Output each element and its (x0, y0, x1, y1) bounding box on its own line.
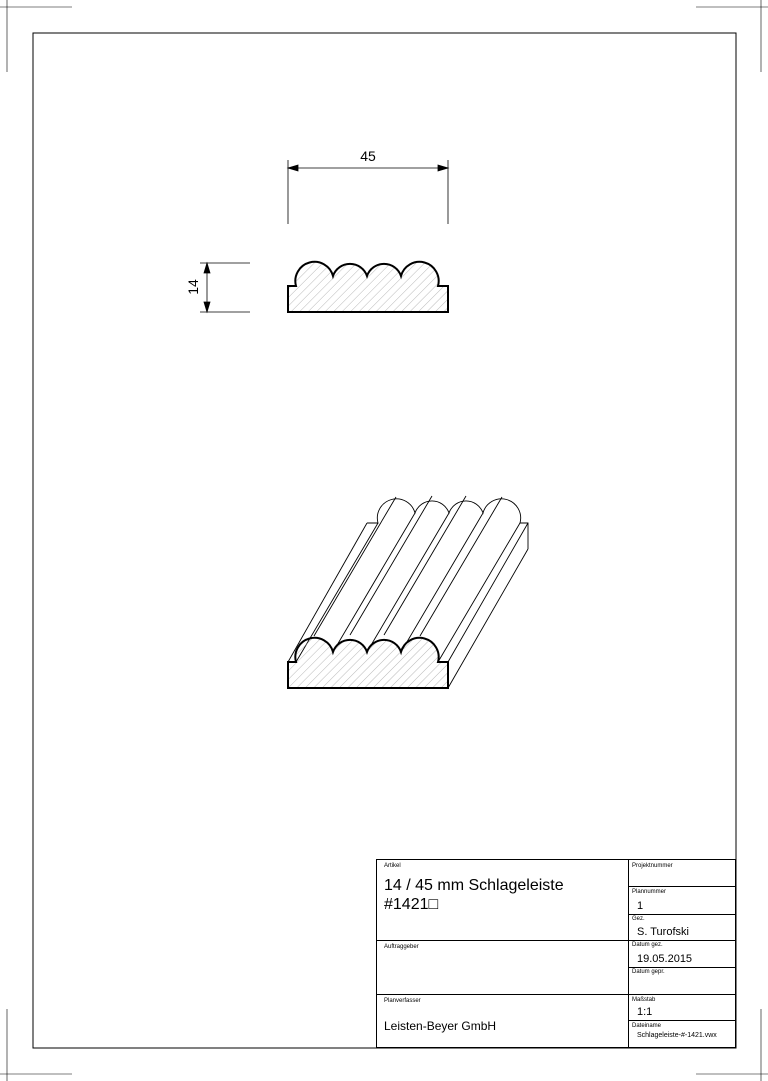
title-block-divider (628, 1020, 735, 1021)
title-block (376, 859, 736, 1048)
planverfasser-label: Planverfasser (384, 998, 421, 1004)
title-block-divider (628, 860, 629, 1047)
isometric-front-section (288, 638, 448, 688)
title-block-divider (628, 886, 735, 887)
projektnummer-label: Projektnummer (632, 863, 673, 869)
massstab-label: Maßstab (632, 997, 656, 1003)
profile-section (288, 262, 448, 312)
title-block-divider (628, 940, 735, 941)
artikel-line2: #1421□ (384, 896, 439, 913)
dimension-width-label: 45 (360, 148, 376, 164)
planverfasser-value: Leisten-Beyer GmbH (384, 1019, 497, 1033)
artikel-line1: 14 / 45 mm Schlageleiste (384, 877, 564, 894)
datum-gepr-label: Datum gepr. (632, 969, 665, 975)
dimension-height (200, 263, 250, 312)
dimension-height-label: 14 (185, 279, 201, 295)
datum-gez-value: 19.05.2015 (637, 953, 693, 965)
title-block-divider (377, 994, 735, 995)
auftraggeber-label: Auftraggeber (384, 944, 419, 950)
plannummer-label: Plannummer (632, 889, 667, 895)
datum-gez-label: Datum gez. (632, 942, 663, 948)
artikel-label: Artikel (384, 863, 401, 869)
dimension-width (288, 160, 448, 224)
title-block-divider (628, 914, 735, 915)
title-block-divider (628, 967, 735, 968)
gez-value: S. Turofski (637, 926, 689, 938)
dateiname-value: Schlageleiste-#-1421.vwx (637, 1032, 717, 1039)
gez-label: Gez. (632, 916, 645, 922)
plannummer-value: 1 (637, 900, 644, 912)
dateiname-label: Dateiname (632, 1023, 662, 1029)
massstab-value: 1:1 (637, 1006, 653, 1018)
title-block-divider (377, 940, 628, 941)
